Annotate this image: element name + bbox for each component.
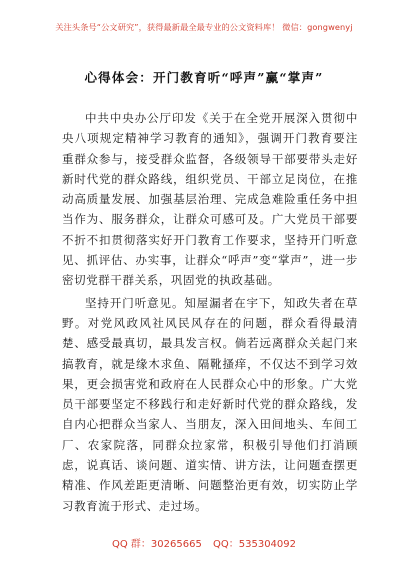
footer-contacts: [0, 535, 408, 550]
footer-qq-group: QQ 群：30265665: [111, 539, 202, 550]
footer-qq: QQ：535304092: [213, 539, 297, 550]
header-note: 关注头条号“公文研究”，获得最新最全最专业的公文资料库！ 微信：gongwenyj: [55, 22, 353, 32]
paragraph-1: 中共中央办公厅印发《关于在全党开展深入贯彻中央八项规定精神学习教育的通知》，强调开门教育要注重群众参与，接受群众监督，各级领导干部要带头走好新时代党的群众路线，组织党员、干部立足岗位，在推动高质量发展、加强基层治理、完成急难险重任务中担当作为、服务群众，让群众可感可及。广大党员干部要不折不扣贯彻落实好开门教育工作要求，坚持开门听意见、抓评估、办实事，让群众“呼声”变“掌声”，进一步密切党群干群关系，巩固党的执政基础。: [62, 111, 358, 288]
paragraph-2: 坚持开门听意见。知屋漏者在宇下，知政失者在草野。对党风政风社风民风存在的问题，群众看得最清楚、感受最真切，最具发言权。倘若远离群众关起门来搞教育，就是缘木求鱼、隔靴搔痒，不仅达不到学习效果，更会损害党和政府在人民群众心中的形象。广大党员干部要坚定不移践行和走好新时代党的群众路线，发自内心把群众当家人、当朋友，深入田间地头、车间工厂、农家院落，同群众拉家常，积极引导他们打消顾虑，说真话、谈问题、道实情、讲方法，让问题查摆更精准、作风差距更清晰、问题整治更有效，切实防止学习教育流于形式、走过场。: [62, 295, 358, 513]
document-title: 心得体会：开门教育听“呼声”赢“掌声”: [84, 70, 324, 85]
document-body: [62, 108, 358, 516]
